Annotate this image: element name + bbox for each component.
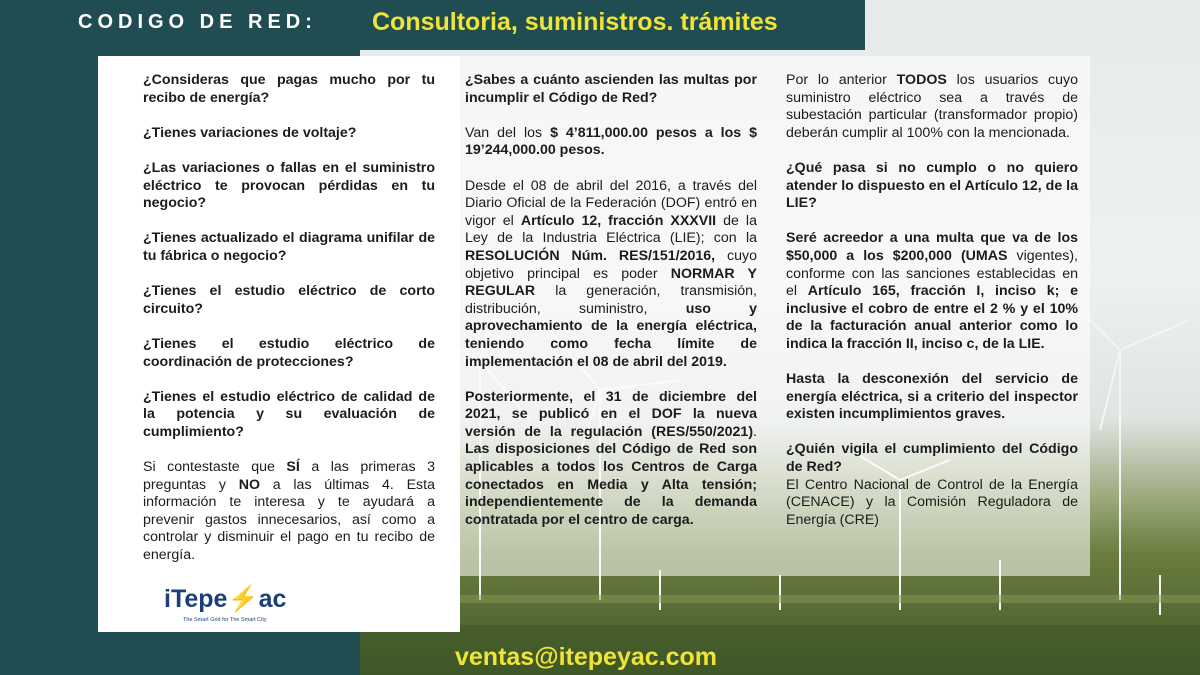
question-noncompliance: ¿Qué pasa si no cumplo o no quiero atender lo dispuesto en el Artículo 12, de la LIE?	[786, 159, 1078, 212]
update-paragraph: Posteriormente, el 31 de diciembre del 2021, se publicó en el DOF la nueva versión de la regulación (RES/550/2021). Las disposiciones del Código de Red son aplicables a todos los Centros de Carga conectados en Media y Alta tensión; independientemente de la demanda contratada por el centro de carga.	[465, 388, 757, 528]
question-power-quality: ¿Tienes el estudio eléctrico de calidad de la potencia y su evaluación de cumplimiento?	[143, 388, 435, 440]
closing-paragraph: Si contestaste que SÍ a las primeras 3 preguntas y NO a las últimas 4. Esta información te interesa y te ayudará a prevenir gastos innecesarios, así como a controlar y disminuir el pago en tu recibo de energía.	[143, 459, 435, 564]
question-diagram: ¿Tienes actualizado el diagrama unifilar de tu fábrica o negocio?	[143, 230, 435, 264]
column-questions	[143, 72, 435, 582]
question-failures: ¿Las variaciones o fallas en el suministro eléctrico te provocan pérdidas en tu negocio?	[143, 159, 435, 212]
regulation-paragraph: Desde el 08 de abril del 2016, a través del Diario Oficial de la Federación (DOF) entró en vigor el Artículo 12, fracción XXXVII de la Ley de la Industria Eléctrica (LIE); con la RESOLUCIÓN Núm. RES/151/2016, cuyo objetivo principal es poder NORMAR Y REGULAR la generación, transmisión, distribución, suministro, uso y aprovechamiento de la energía eléctrica, teniendo como fecha límite de implementación el 08 de abril del 2019.	[465, 177, 757, 370]
penalty-paragraph: Seré acreedor a una multa que va de los $50,000 a los $200,000 (UMAS vigentes), conforme con las sanciones establecidas en el Artículo 165, fracción I, inciso k; e inclusive el cobro de entre el 2 % y el 10% de la facturación anual anterior como lo indica la fracción II, inciso c, de la LIE.	[786, 230, 1078, 352]
question-fines: ¿Sabes a cuánto ascienden las multas por incumplir el Código de Red?	[465, 72, 757, 106]
page-title: Consultoria, suministros. trámites	[372, 8, 778, 36]
column-compliance	[786, 72, 1078, 529]
logo-tagline: The Smart Grid for The Smart City	[183, 617, 267, 623]
question-oversight: ¿Quién vigila el cumplimiento del Código de Red?	[786, 441, 1078, 476]
contact-email[interactable]: ventas@itepeyac.com	[455, 643, 717, 671]
disconnection-paragraph: Hasta la desconexión del servicio de energía eléctrica, si a criterio del inspector existen incumplimientos graves.	[786, 371, 1078, 423]
question-short-circuit: ¿Tienes el estudio eléctrico de corto circuito?	[143, 283, 435, 317]
fines-range: Van del los $ 4’811,000.00 pesos a los $ 19’244,000.00 pesos.	[465, 124, 757, 159]
users-paragraph: Por lo anterior TODOS los usuarios cuyo suministro eléctrico sea a través de subestación particular (transformador propio) deberán cumplir al 100% con la mencionada.	[786, 72, 1078, 141]
itepeyac-logo: iTepe⚡ac	[164, 585, 287, 613]
question-voltage: ¿Tienes variaciones de voltaje?	[143, 124, 357, 141]
column-fines	[465, 72, 757, 547]
header	[0, 0, 865, 50]
oversight-answer: El Centro Nacional de Control de la Energía (CENACE) y la Comisión Reguladora de Energía (CRE)	[786, 476, 1078, 528]
question-bill: ¿Consideras que pagas mucho por tu recibo de energía?	[143, 72, 435, 106]
lightning-icon: ⚡	[227, 585, 259, 613]
question-protections: ¿Tienes el estudio eléctrico de coordinación de protecciones?	[143, 335, 435, 370]
brand-label: CODIGO DE RED:	[78, 11, 317, 33]
oversight-block	[786, 441, 1078, 529]
